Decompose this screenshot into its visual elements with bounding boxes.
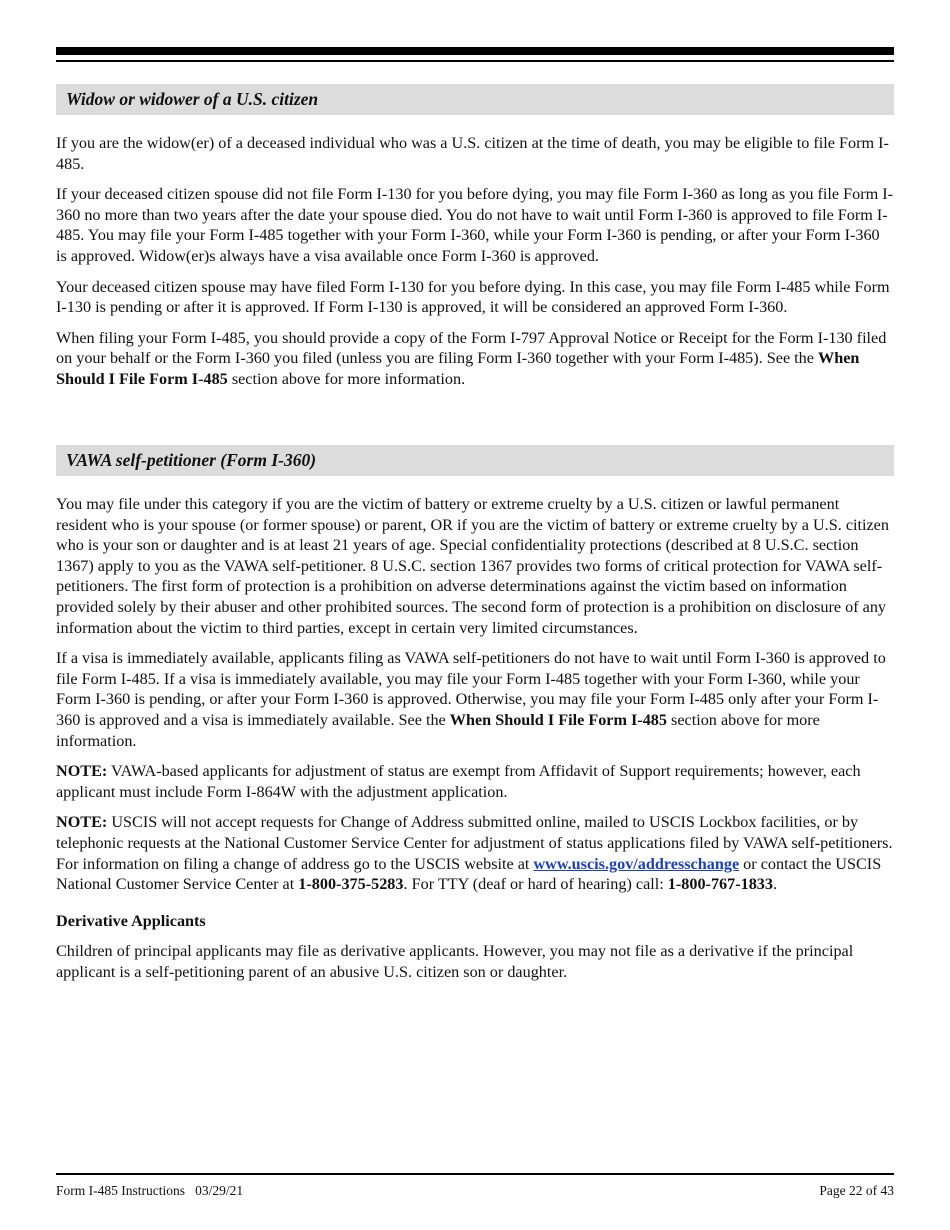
- derivative-heading: Derivative Applicants: [56, 911, 206, 930]
- vawa-note-2: [56, 812, 894, 894]
- tty-phone: 1-800-767-1833: [667, 875, 773, 894]
- footer-form-name: Form I-485 Instructions 03/29/21: [56, 1183, 244, 1198]
- widow-p4-text-b: section above for more information.: [227, 369, 466, 388]
- section-vawa: [56, 445, 894, 982]
- footer-rule: [56, 1173, 894, 1175]
- footer-page-number: Page 22 of 43: [819, 1183, 894, 1198]
- document-page: [56, 0, 894, 1230]
- vawa-p2-text-a: If a visa is immediately available, applicants filing as VAWA self-petitioners do not have to wait until Form I-360 is approved to file Form I-485. If a visa is immediately available, you may file your Form I-485 together with your Form I-360, while your Form I-360 is pending, or after your Form I-360 is approved. Otherwise, you may file your Form I-485 only after your Form I-360 is approved and a visa is immediately available. See the: [56, 649, 886, 729]
- widow-p4-bold: When Should I File Form I-485: [56, 349, 860, 388]
- top-rule-thick: [56, 47, 894, 55]
- section-widow-title: Widow or widower of a U.S. citizen: [56, 84, 894, 115]
- vawa-p2-text-b: section above for more information.: [56, 710, 820, 750]
- note-2-text-a: USCIS will not accept requests for Change of Address submitted online, mailed to USCIS Lockbox facilities, or by telephonic requests at the National Customer Service Center for adjustment of status applications filed by VAWA self-petitioners. For information on filing a change of address go to the USCIS website at: [56, 813, 893, 873]
- note-2-text-b: or contact the USCIS National Customer Service Center at: [56, 854, 882, 894]
- note-2-label: NOTE:: [56, 813, 108, 832]
- ncsc-phone: 1-800-375-5283: [298, 875, 404, 894]
- widow-paragraph-3: Your deceased citizen spouse may have filed Form I-130 for you before dying. In this case, you may file Form I-485 while Form I-130 is pending or after it is approved. If Form I-130 is approved, it will be considered an approved Form I-360.: [56, 277, 890, 317]
- note-2-text-d: .: [773, 875, 778, 894]
- vawa-paragraph-1: You may file under this category if you are the victim of battery or extreme cruelty by a U.S. citizen or lawful permanent resident who is your spouse (or former spouse) or parent, OR if you are the victim of battery or extreme cruelty by a U.S. citizen who is your son or daughter and is at least 21 years of age. Special confidentiality protections (described at 8 U.S.C. section 1367) apply to you as the VAWA self-petitioner. 8 U.S.C. section 1367 provides two forms of critical protection for VAWA self-petitioners. The first form of protection is a prohibition on adverse determinations against the victim based on information provided solely by their abuser and other prohibited sources. The second form of protection is a prohibition on disclosure of any information about the victim to third parties, except in certain very limited circumstances.: [56, 495, 889, 637]
- widow-p4-text-a: When filing your Form I-485, you should provide a copy of the Form I-797 Approval Notice or Receipt for the Form I-130 filed on your behalf or the Form I-360 you filed (unless you are filing Form I-360 together with your Form I-485). See the: [56, 328, 887, 368]
- note-1-text: VAWA-based applicants for adjustment of status are exempt from Affidavit of Support requirements; however, each applicant must include Form I-864W with the adjustment application.: [56, 762, 861, 801]
- widow-paragraph-4: [56, 328, 894, 390]
- section-vawa-title: VAWA self-petitioner (Form I-360): [56, 445, 894, 476]
- vawa-note-1: [56, 761, 894, 802]
- derivative-paragraph: Children of principal applicants may file as derivative applicants. However, you may not file as a derivative if the principal applicant is a self-petitioning parent of an abusive U.S. citizen son or daughter.: [56, 942, 854, 981]
- widow-paragraph-2: If your deceased citizen spouse did not file Form I-130 for you before dying, you may file Form I-360 as long as you file Form I-360 no more than two years after the date your spouse died. You do not have to wait until Form I-360 is approved to file Form I-485. You may file your Form I-485 together with your Form I-360, while your Form I-360 is pending, or after your Form I-360 is approved. Widow(er)s always have a visa available once Form I-360 is approved.: [56, 185, 894, 265]
- section-widow: [56, 84, 894, 390]
- vawa-paragraph-2: [56, 648, 894, 751]
- top-rule-thin: [56, 60, 894, 62]
- widow-paragraph-1: If you are the widow(er) of a deceased individual who was a U.S. citizen at the time of death, you may be eligible to file Form I-485.: [56, 134, 889, 173]
- note-1-label: NOTE:: [56, 762, 108, 781]
- vawa-p2-bold: When Should I File Form I-485: [449, 710, 667, 729]
- address-change-link[interactable]: www.uscis.gov/addresschange: [533, 854, 740, 873]
- note-2-text-c: . For TTY (deaf or hard of hearing) call:: [403, 875, 668, 894]
